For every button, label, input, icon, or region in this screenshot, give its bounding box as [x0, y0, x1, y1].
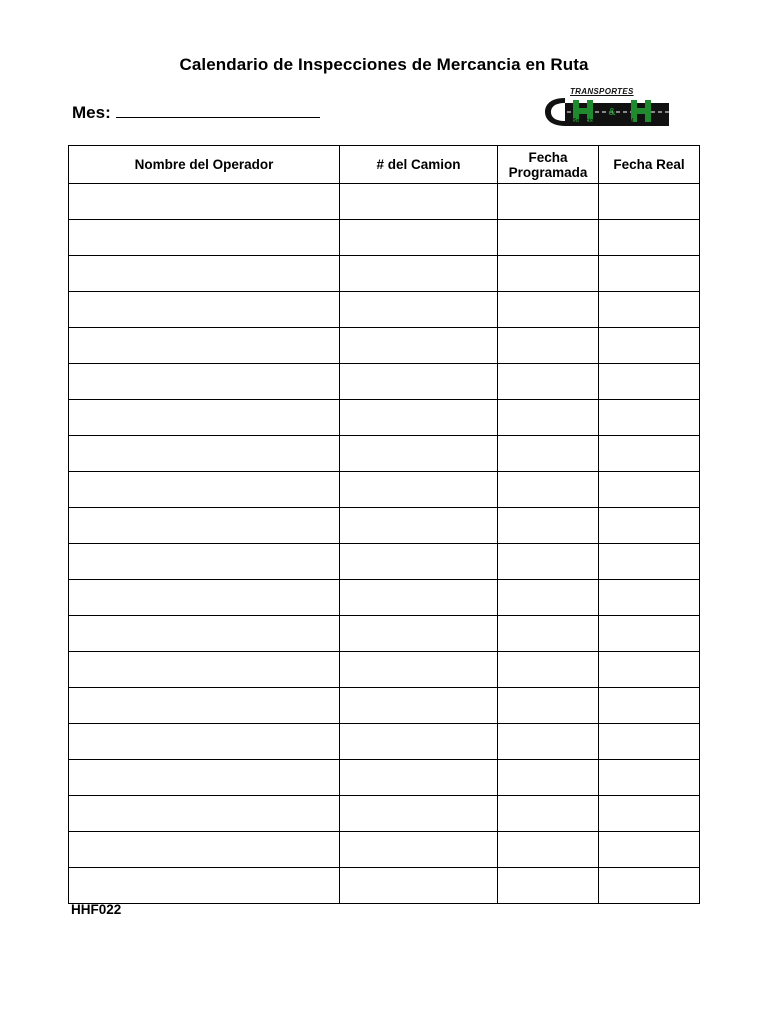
cell-actual-date[interactable]: [599, 724, 700, 760]
table-row: [69, 184, 700, 220]
cell-scheduled-date[interactable]: [498, 436, 599, 472]
svg-text:&: &: [608, 107, 616, 118]
cell-actual-date[interactable]: [599, 472, 700, 508]
cell-operator-name[interactable]: [69, 796, 340, 832]
table-row: [69, 616, 700, 652]
month-field: [72, 103, 320, 123]
cell-actual-date[interactable]: [599, 688, 700, 724]
table-row: [69, 544, 700, 580]
cell-scheduled-date[interactable]: [498, 832, 599, 868]
month-label: Mes:: [72, 103, 111, 122]
cell-actual-date[interactable]: [599, 796, 700, 832]
header-operator-name: Nombre del Operador: [69, 146, 340, 184]
inspection-table: [68, 145, 700, 904]
cell-scheduled-date[interactable]: [498, 652, 599, 688]
cell-operator-name[interactable]: [69, 328, 340, 364]
cell-truck-number[interactable]: [340, 760, 498, 796]
cell-actual-date[interactable]: [599, 544, 700, 580]
header-truck-number: # del Camion: [340, 146, 498, 184]
cell-truck-number[interactable]: [340, 832, 498, 868]
company-logo: [543, 88, 671, 128]
cell-scheduled-date[interactable]: [498, 760, 599, 796]
cell-actual-date[interactable]: [599, 256, 700, 292]
cell-scheduled-date[interactable]: [498, 796, 599, 832]
cell-operator-name[interactable]: [69, 436, 340, 472]
table-row: [69, 472, 700, 508]
table-row: [69, 508, 700, 544]
cell-actual-date[interactable]: [599, 868, 700, 904]
cell-scheduled-date[interactable]: [498, 688, 599, 724]
cell-actual-date[interactable]: [599, 652, 700, 688]
cell-scheduled-date[interactable]: [498, 616, 599, 652]
cell-truck-number[interactable]: [340, 472, 498, 508]
cell-actual-date[interactable]: [599, 508, 700, 544]
cell-scheduled-date[interactable]: [498, 580, 599, 616]
table-header-row: [69, 146, 700, 184]
cell-truck-number[interactable]: [340, 184, 498, 220]
cell-operator-name[interactable]: [69, 832, 340, 868]
cell-actual-date[interactable]: [599, 400, 700, 436]
cell-scheduled-date[interactable]: [498, 184, 599, 220]
cell-actual-date[interactable]: [599, 364, 700, 400]
cell-truck-number[interactable]: [340, 580, 498, 616]
cell-truck-number[interactable]: [340, 220, 498, 256]
cell-operator-name[interactable]: [69, 508, 340, 544]
table-row: [69, 832, 700, 868]
cell-actual-date[interactable]: [599, 184, 700, 220]
cell-scheduled-date[interactable]: [498, 328, 599, 364]
table-row: [69, 220, 700, 256]
cell-truck-number[interactable]: [340, 688, 498, 724]
cell-truck-number[interactable]: [340, 436, 498, 472]
table-row: [69, 364, 700, 400]
cell-operator-name[interactable]: [69, 616, 340, 652]
cell-actual-date[interactable]: [599, 292, 700, 328]
table-row: [69, 760, 700, 796]
cell-scheduled-date[interactable]: [498, 364, 599, 400]
cell-operator-name[interactable]: [69, 292, 340, 328]
table-row: [69, 328, 700, 364]
cell-truck-number[interactable]: [340, 724, 498, 760]
cell-scheduled-date[interactable]: [498, 400, 599, 436]
table-row: [69, 400, 700, 436]
cell-actual-date[interactable]: [599, 832, 700, 868]
table-row: [69, 292, 700, 328]
cell-truck-number[interactable]: [340, 508, 498, 544]
cell-operator-name[interactable]: [69, 472, 340, 508]
cell-truck-number[interactable]: [340, 796, 498, 832]
cell-scheduled-date[interactable]: [498, 508, 599, 544]
cell-truck-number[interactable]: [340, 364, 498, 400]
cell-truck-number[interactable]: [340, 256, 498, 292]
cell-truck-number[interactable]: [340, 328, 498, 364]
cell-operator-name[interactable]: [69, 400, 340, 436]
cell-scheduled-date[interactable]: [498, 292, 599, 328]
cell-operator-name[interactable]: [69, 760, 340, 796]
cell-actual-date[interactable]: [599, 580, 700, 616]
table-row: [69, 580, 700, 616]
month-input-line[interactable]: [116, 103, 320, 118]
cell-scheduled-date[interactable]: [498, 256, 599, 292]
cell-operator-name[interactable]: [69, 868, 340, 904]
cell-operator-name[interactable]: [69, 544, 340, 580]
cell-operator-name[interactable]: [69, 580, 340, 616]
table-row: [69, 868, 700, 904]
table-row: [69, 652, 700, 688]
table-row: [69, 256, 700, 292]
cell-operator-name[interactable]: [69, 688, 340, 724]
table-row: [69, 436, 700, 472]
table-row: [69, 688, 700, 724]
cell-scheduled-date[interactable]: [498, 724, 599, 760]
header-scheduled-date: Fecha Programada: [498, 146, 599, 184]
cell-scheduled-date[interactable]: [498, 544, 599, 580]
cell-operator-name[interactable]: [69, 184, 340, 220]
table-row: [69, 724, 700, 760]
logo-top-text: TRANSPORTES: [570, 87, 634, 96]
cell-scheduled-date[interactable]: [498, 868, 599, 904]
cell-truck-number[interactable]: [340, 292, 498, 328]
cell-actual-date[interactable]: [599, 436, 700, 472]
cell-actual-date[interactable]: [599, 328, 700, 364]
cell-operator-name[interactable]: [69, 652, 340, 688]
cell-operator-name[interactable]: [69, 364, 340, 400]
cell-truck-number[interactable]: [340, 544, 498, 580]
table-row: [69, 796, 700, 832]
cell-truck-number[interactable]: [340, 868, 498, 904]
cell-actual-date[interactable]: [599, 220, 700, 256]
header-actual-date: Fecha Real: [599, 146, 700, 184]
cell-operator-name[interactable]: [69, 220, 340, 256]
form-code: HHF022: [71, 902, 122, 917]
cell-truck-number[interactable]: [340, 400, 498, 436]
logo-bottom-text: Servicio Publico Federal: [573, 118, 634, 124]
cell-truck-number[interactable]: [340, 616, 498, 652]
cell-operator-name[interactable]: [69, 724, 340, 760]
cell-scheduled-date[interactable]: [498, 220, 599, 256]
cell-actual-date[interactable]: [599, 616, 700, 652]
table-body: [69, 184, 700, 904]
cell-actual-date[interactable]: [599, 760, 700, 796]
cell-operator-name[interactable]: [69, 256, 340, 292]
page-title: Calendario de Inspecciones de Mercancia en Ruta: [179, 55, 589, 74]
cell-scheduled-date[interactable]: [498, 472, 599, 508]
cell-truck-number[interactable]: [340, 652, 498, 688]
